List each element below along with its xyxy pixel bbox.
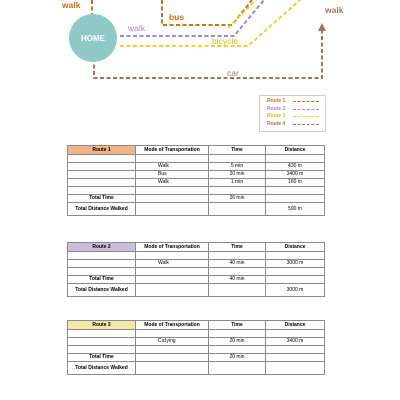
mode-cell: Walk [136, 163, 209, 171]
distance-cell [266, 330, 325, 338]
route-title: Route 2 [68, 243, 136, 252]
total-time-row [68, 195, 325, 203]
route-title: Route 3 [68, 321, 136, 330]
time-cell: 5 min [209, 163, 266, 171]
label-walk-top-left: walk [62, 0, 81, 10]
table-header-row [68, 146, 325, 155]
mode-cell: Ciclying [136, 338, 209, 346]
home-label: HOME [81, 34, 105, 43]
table-row [68, 268, 325, 276]
time-cell: 20 min [209, 338, 266, 346]
total-distance-label: Total Distance Walked [68, 203, 136, 216]
total-time-value: 26 min [209, 195, 266, 203]
table-row [68, 179, 325, 187]
legend-swatch [293, 124, 319, 125]
table-row [68, 330, 325, 338]
label-bus: bus [169, 12, 185, 22]
column-header: Time [209, 146, 266, 155]
time-cell: 20 min [209, 171, 266, 179]
total-distance-row [68, 284, 325, 297]
legend-label: Route 1 [267, 98, 286, 104]
route-3-path [120, 0, 300, 46]
time-cell: 1 min [209, 179, 266, 187]
route-1-table [67, 145, 325, 216]
legend-label: Route 3 [267, 113, 286, 119]
table-row [68, 187, 325, 195]
distance-cell [266, 252, 325, 260]
distance-cell: 430 m [266, 163, 325, 171]
mode-cell [136, 268, 209, 276]
mode-cell [136, 346, 209, 354]
mode-cell: Walk [136, 260, 209, 268]
column-header: Distance [266, 146, 325, 155]
distance-cell [266, 346, 325, 354]
total-time-row [68, 276, 325, 284]
time-cell [209, 252, 266, 260]
time-cell: 40 min [209, 260, 266, 268]
legend-swatch [293, 116, 319, 117]
table-row [68, 163, 325, 171]
time-cell [209, 268, 266, 276]
total-time-label: Total Time [68, 276, 136, 284]
total-distance-value: 3000 m [266, 284, 325, 297]
time-cell [209, 346, 266, 354]
table-row [68, 155, 325, 163]
label-walk-top-right: walk [325, 5, 344, 15]
total-distance-label: Total Distance Walked [68, 284, 136, 297]
label-car: car [227, 68, 239, 78]
legend-item-route-3 [260, 113, 325, 121]
distance-cell [266, 268, 325, 276]
route-2-table [67, 242, 325, 297]
total-time-label: Total Time [68, 195, 136, 203]
total-distance-label: Total Distance Walked [68, 362, 136, 375]
distance-cell [266, 187, 325, 195]
column-header: Mode of Transportation [136, 321, 209, 330]
table-row [68, 338, 325, 346]
time-cell [209, 330, 266, 338]
column-header: Distance [266, 243, 325, 252]
total-distance-row [68, 203, 325, 216]
legend-swatch [293, 109, 319, 110]
legend-swatch [293, 101, 319, 102]
distance-cell: 3000 m [266, 260, 325, 268]
total-time-row [68, 354, 325, 362]
mode-cell [136, 187, 209, 195]
route-3-path-b [228, 0, 256, 28]
mode-cell: Walk [136, 179, 209, 187]
total-time-value: 40 min [209, 276, 266, 284]
column-header: Time [209, 321, 266, 330]
mode-cell [136, 252, 209, 260]
legend-item-route-1 [260, 98, 325, 106]
legend-label: Route 4 [267, 120, 286, 127]
table-row [68, 346, 325, 354]
mode-cell [136, 155, 209, 163]
legend-item-route-2 [260, 106, 325, 114]
arrow-up-icon [318, 23, 326, 31]
legend-label: Route 2 [267, 105, 286, 112]
table-header-row [68, 321, 325, 330]
total-distance-value: 590 m [266, 203, 325, 216]
route-title: Route 1 [68, 146, 136, 155]
time-cell [209, 187, 266, 195]
table-row [68, 252, 325, 260]
label-walk-mid: walk [128, 23, 146, 33]
route-legend [259, 95, 326, 132]
distance-cell: 3400 m [266, 338, 325, 346]
column-header: Time [209, 243, 266, 252]
label-bicycle: bicycle [212, 36, 238, 46]
column-header: Mode of Transportation [136, 243, 209, 252]
total-time-label: Total Time [68, 354, 136, 362]
total-distance-value [266, 362, 325, 375]
table-header-row [68, 243, 325, 252]
total-time-value: 20 min [209, 354, 266, 362]
distance-cell: 160 m [266, 179, 325, 187]
time-cell [209, 155, 266, 163]
legend-item-route-4 [260, 121, 325, 129]
total-distance-row [68, 362, 325, 375]
table-row [68, 260, 325, 268]
route-map [0, 0, 400, 140]
column-header: Mode of Transportation [136, 146, 209, 155]
distance-cell [266, 155, 325, 163]
distance-cell: 3400 m [266, 171, 325, 179]
table-row [68, 171, 325, 179]
column-header: Distance [266, 321, 325, 330]
route-3-table [67, 320, 325, 375]
mode-cell [136, 330, 209, 338]
mode-cell: Bus [136, 171, 209, 179]
